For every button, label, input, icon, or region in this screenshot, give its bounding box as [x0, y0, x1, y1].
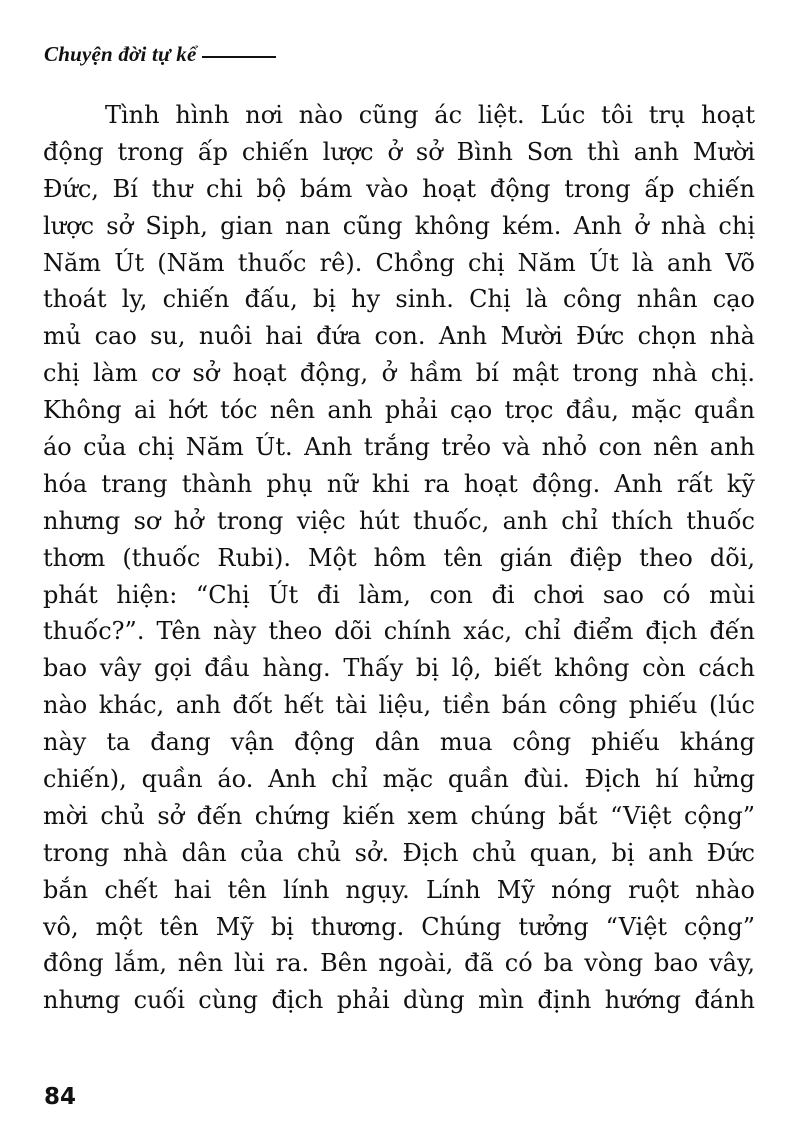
text-line: chị làm cơ sở hoạt động, ở hầm bí mật trong nhà chị. — [43, 359, 755, 388]
text-line: bao vây gọi đầu hàng. Thấy bị lộ, biết không còn cách — [43, 654, 755, 683]
text-line: đông lắm, nên lùi ra. Bên ngoài, đã có ba vòng bao vây, — [43, 949, 755, 978]
text-line: áo của chị Năm Út. Anh trắng trẻo và nhỏ con nên anh — [43, 433, 755, 462]
text-line: Năm Út (Năm thuốc rê). Chồng chị Năm Út là anh Võ — [43, 248, 755, 277]
text-line: hóa trang thành phụ nữ khi ra hoạt động. Anh rất kỹ — [43, 469, 755, 498]
text-line: này ta đang vận động dân mua công phiếu kháng — [43, 728, 755, 757]
running-header — [44, 42, 276, 67]
text-line: nào khác, anh đốt hết tài liệu, tiền bán công phiếu (lúc — [43, 691, 755, 720]
text-line: trong nhà dân của chủ sở. Địch chủ quan, bị anh Đức — [43, 838, 755, 867]
text-line: thuốc?”. Tên này theo dõi chính xác, chỉ điểm địch đến — [43, 617, 755, 646]
text-line: Tình hình nơi nào cũng ác liệt. Lúc tôi trụ hoạt — [105, 101, 755, 129]
body-text — [43, 97, 755, 1019]
text-line: mời chủ sở đến chứng kiến xem chúng bắt “Việt cộng” — [43, 801, 755, 830]
text-line: vô, một tên Mỹ bị thương. Chúng tưởng “Việt cộng” — [43, 912, 755, 941]
text-line: nhưng sơ hở trong việc hút thuốc, anh chỉ thích thuốc — [43, 506, 755, 535]
text-line: động trong ấp chiến lược ở sở Bình Sơn thì anh Mười — [43, 137, 755, 166]
header-rule — [202, 56, 276, 58]
text-line: thơm (thuốc Rubi). Một hôm tên gián điệp theo dõi, — [43, 543, 755, 572]
text-line: lược sở Siph, gian nan cũng không kém. Anh ở nhà chị — [43, 211, 755, 240]
text-line: Đức, Bí thư chi bộ bám vào hoạt động trong ấp chiến — [43, 174, 755, 203]
text-line: nhưng cuối cùng địch phải dùng mìn định hướng đánh — [43, 986, 755, 1015]
text-line: mủ cao su, nuôi hai đứa con. Anh Mười Đức chọn nhà — [43, 322, 755, 351]
text-line: thoát ly, chiến đấu, bị hy sinh. Chị là công nhân cạo — [43, 285, 755, 314]
text-line: chiến), quần áo. Anh chỉ mặc quần đùi. Địch hí hửng — [43, 765, 755, 794]
page-number: 84 — [44, 1084, 77, 1110]
running-header-title: Chuyện đời tự kể — [44, 42, 197, 66]
text-line: bắn chết hai tên lính ngụy. Lính Mỹ nóng ruột nhào — [43, 875, 755, 904]
text-line: Không ai hớt tóc nên anh phải cạo trọc đầu, mặc quần — [43, 396, 755, 425]
text-line: phát hiện: “Chị Út đi làm, con đi chơi sao có mùi — [43, 580, 755, 609]
